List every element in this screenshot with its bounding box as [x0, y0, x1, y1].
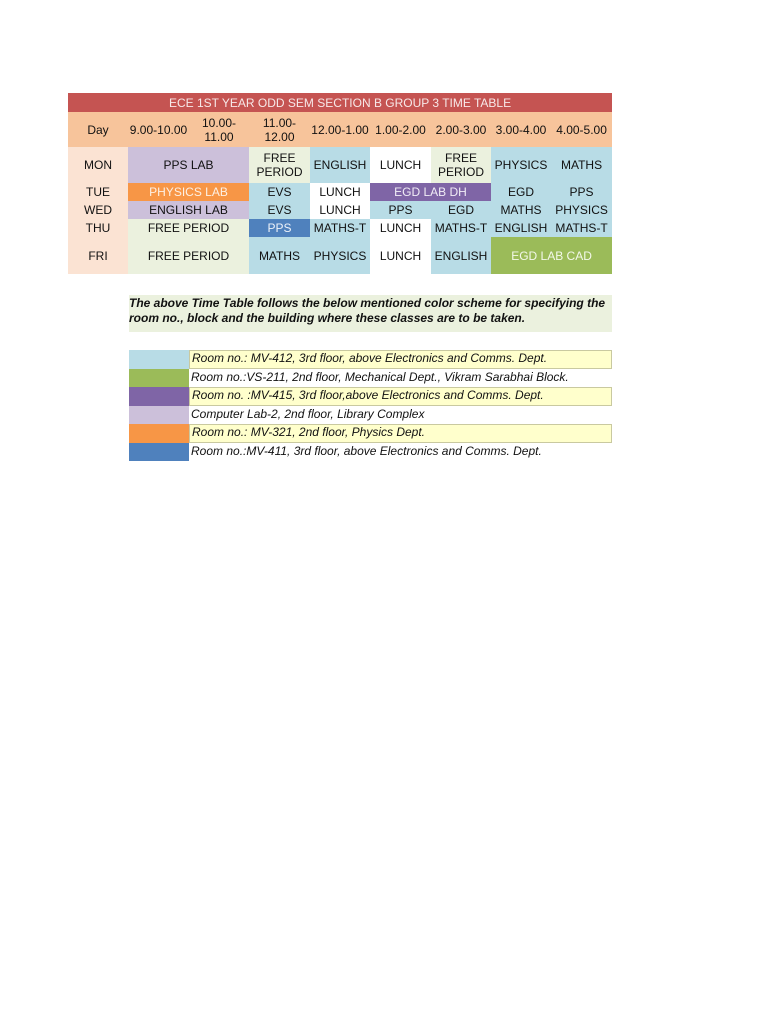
header-slot: 9.00-10.00 — [128, 112, 189, 147]
class-cell: MATHS — [249, 237, 310, 274]
legend-swatch — [129, 424, 189, 443]
class-cell: PPS — [370, 201, 431, 219]
class-cell: EGD — [431, 201, 491, 219]
class-cell: LUNCH — [310, 201, 370, 219]
class-cell: MATHS — [491, 201, 551, 219]
day-cell: WED — [68, 201, 128, 219]
class-cell: EGD — [491, 183, 551, 201]
class-cell: PPS LAB — [128, 147, 249, 183]
legend-swatch — [129, 350, 189, 369]
legend-text: Computer Lab-2, 2nd floor, Library Complex — [191, 406, 425, 421]
day-cell: THU — [68, 219, 128, 237]
timetable — [68, 93, 612, 274]
legend-text: Room no.: MV-412, 3rd floor, above Electronics and Comms. Dept. — [189, 350, 612, 369]
legend-row — [129, 369, 612, 388]
class-cell: MATHS-T — [431, 219, 491, 237]
day-cell: TUE — [68, 183, 128, 201]
legend-row — [129, 424, 612, 443]
legend-row — [129, 406, 612, 425]
class-cell: ENGLISH — [310, 147, 370, 183]
legend-swatch — [129, 406, 189, 425]
class-cell: MATHS — [551, 147, 612, 183]
legend-text: Room no. :MV-415, 3rd floor,above Electronics and Comms. Dept. — [189, 387, 612, 406]
day-cell: FRI — [68, 237, 128, 274]
color-legend — [129, 350, 612, 461]
class-cell: ENGLISH LAB — [128, 201, 249, 219]
legend-swatch — [129, 387, 189, 406]
table-row — [68, 201, 612, 219]
class-cell: FREE PERIOD — [249, 147, 310, 183]
header-slot: 10.00-11.00 — [189, 112, 249, 147]
header-slot: 2.00-3.00 — [431, 112, 491, 147]
header-slot: 11.00-12.00 — [249, 112, 310, 147]
class-cell: PHYSICS — [310, 237, 370, 274]
header-slot: 12.00-1.00 — [310, 112, 370, 147]
header-slot: 1.00-2.00 — [370, 112, 431, 147]
table-row — [68, 219, 612, 237]
class-cell: EGD LAB DH — [370, 183, 491, 201]
timetable-title: ECE 1ST YEAR ODD SEM SECTION B GROUP 3 TIME TABLE — [68, 93, 612, 112]
class-cell: PHYSICS — [491, 147, 551, 183]
class-cell: PPS — [249, 219, 310, 237]
class-cell: FREE PERIOD — [128, 219, 249, 237]
legend-row — [129, 350, 612, 369]
class-cell: LUNCH — [370, 147, 431, 183]
table-row — [68, 183, 612, 201]
legend-text: Room no.:VS-211, 2nd floor, Mechanical Dept., Vikram Sarabhai Block. — [191, 369, 569, 384]
legend-text: Room no.:MV-411, 3rd floor, above Electronics and Comms. Dept. — [191, 443, 542, 458]
legend-row — [129, 387, 612, 406]
class-cell: EGD LAB CAD — [491, 237, 612, 274]
header-slot: 3.00-4.00 — [491, 112, 551, 147]
legend-row — [129, 443, 612, 462]
legend-swatch — [129, 443, 189, 462]
class-cell: PHYSICS LAB — [128, 183, 249, 201]
class-cell: MATHS-T — [551, 219, 612, 237]
class-cell: EVS — [249, 183, 310, 201]
day-cell: MON — [68, 147, 128, 183]
table-row — [68, 147, 612, 183]
table-row — [68, 237, 612, 274]
class-cell: FREE PERIOD — [128, 237, 249, 274]
class-cell: ENGLISH — [431, 237, 491, 274]
header-row — [68, 112, 612, 147]
class-cell: LUNCH — [370, 219, 431, 237]
class-cell: MATHS-T — [310, 219, 370, 237]
header-day: Day — [68, 112, 128, 147]
class-cell: PHYSICS — [551, 201, 612, 219]
class-cell: PPS — [551, 183, 612, 201]
class-cell: FREE PERIOD — [431, 147, 491, 183]
class-cell: LUNCH — [370, 237, 431, 274]
class-cell: EVS — [249, 201, 310, 219]
header-slot: 4.00-5.00 — [551, 112, 612, 147]
legend-text: Room no.: MV-321, 2nd floor, Physics Dept. — [189, 424, 612, 443]
legend-swatch — [129, 369, 189, 388]
class-cell: ENGLISH — [491, 219, 551, 237]
color-scheme-note: The above Time Table follows the below mentioned color scheme for specifying the room no., block and the building where these classes are to be taken. — [129, 295, 612, 332]
class-cell: LUNCH — [310, 183, 370, 201]
